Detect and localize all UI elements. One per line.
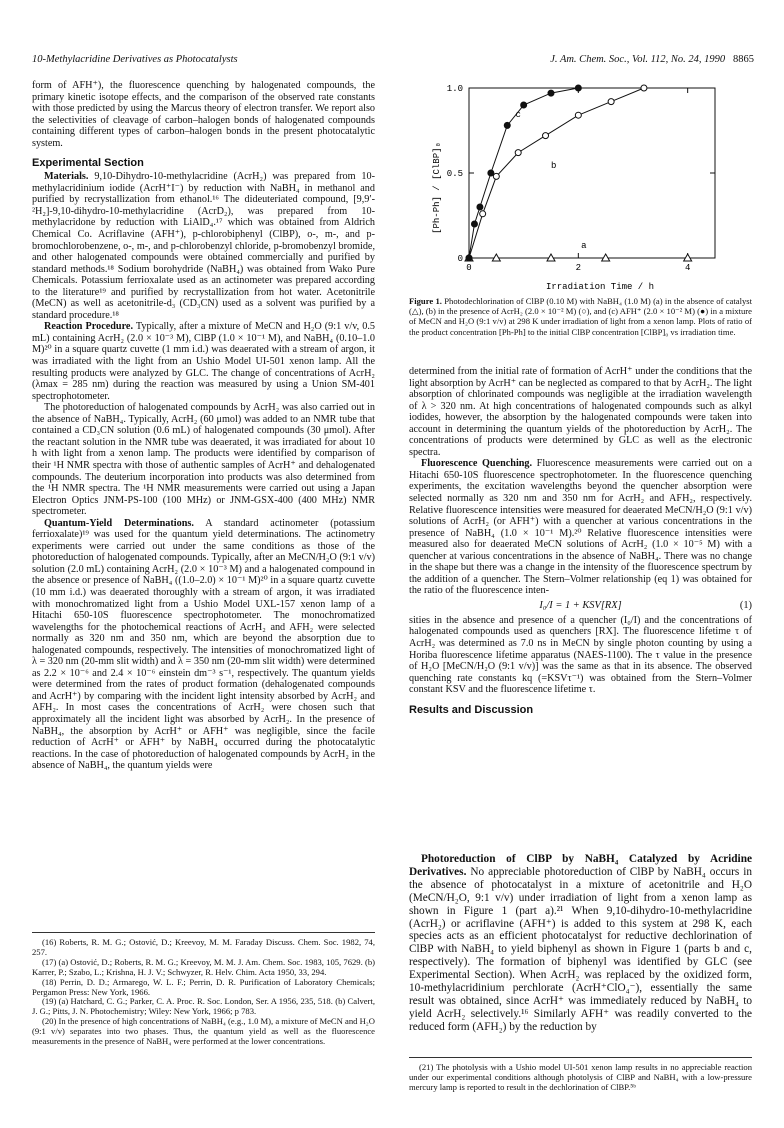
left-column <box>32 80 375 772</box>
data-point-b <box>575 112 581 118</box>
data-point-b <box>515 150 521 156</box>
data-point-b <box>493 173 499 179</box>
data-point-c <box>466 255 472 261</box>
quantum-head: Quantum-Yield Determinations. <box>44 517 194 529</box>
data-point-c <box>575 85 581 91</box>
y-axis-label: [Ph-Ph] / [ClBP]₀ <box>432 142 442 234</box>
reference-18: (18) Perrin, D. D.; Armarego, W. L. F.; Perrin, D. R. Purification of Laboratory Chemicals; Pergamon Press: New York, 1966. <box>32 976 375 997</box>
footnote-text: (21) The photolysis with a Ushio model UI-501 xenon lamp results in no appreciable reaction under our experimental conditions although photolysis of ClBP and NaBH₄ with a low-pressure mercury lamp is reported to result in the dechlorination of ClBP.⁵ᵇ <box>409 1062 752 1092</box>
running-title: 10-Methylacridine Derivatives as Photocatalysts <box>32 54 238 65</box>
results-body <box>409 853 752 1034</box>
fluorescence-head: Fluorescence Quenching. <box>421 458 533 470</box>
intro-paragraph: form of AFH⁺), the fluorescence quenching by halogenated compounds, the primary kinetic isotope effects, and the comparison of the observed rate constants with those predicted by using the Marcus theory of electron transfer. We report also the selectivities of cleavage of carbon–halogen bonds of halogenated compounds containing different types of carbon–halogen bonds in the present photocatalytic system. <box>32 80 375 149</box>
figure-caption <box>409 296 752 337</box>
materials-text: 9,10-Dihydro-10-methylacridine (AcrH₂) was prepared from 10-methylacridinium iodide (AcrH⁺I⁻) by reduction with NaBH₄ in methanol and purified by recrystallization from ethanol.¹⁶ The dideuteriated compound, [9,9′-²H₂]-9,10-dihydro-10-methylacridine (AcrD₂), was prepared from 10-methylacridone by reduction with LiAlD₄.¹⁷ which was obtained from Aldrich Chemical Co. Acriflavine (AFH⁺), p-chlorobiphenyl (ClBP), o-, m-, and p-bromochlorobenzene, o-, m-, and p-chlorobenzyl chloride, p-bromobenzyl bromide, and other halogenated compounds were obtained commercially and purified by standard methods.¹⁸ Sodium borohydride (NaBH₄) was obtained from Wako Pure Chemicals. Potassium ferrioxalate used as an actinometer was prepared according to the literature¹⁹ and purified by recrystallization from hot water. Acetonitrile (MeCN) as well as acetonitrile-d₃ (CD₃CN) used as a solvent was purified by a standard procedure.¹⁸ <box>32 171 375 321</box>
quantum-text: A standard actinometer (potassium ferrioxalate)¹⁹ was used for the quantum yield determinations. The actinometry experiments were carried out under the same conditions as those of the photoreduction of halogenated compounds. Typically, after an MeCN/H₂O (9:1 v/v) solution (2.0 mL) containing AcrH₂ (2.0 × 10⁻³ M) and a halogenated compound in the absence or presence of NaBH₄ ((1.0–2.0) × 10⁻¹ M)²⁰ in a square quartz cuvette (10 mm i.d.) was deaerated thoroughly with a stream of argon, it was irradiated with monochromatized light from a Ushio Model UXL-157 xenon lamp of a Hitachi 650-10S fluorescence spectrophotometer. The monochromatized wavelengths for the photochemical reactions of AcrH₂ and AFH₂ were selected normally as 320 nm and 350 nm, which are beyond the absorption due to halogenated compounds, respectively. The intensities of monochromatized light of λ = 320 nm (20-mm slit width) and λ = 350 nm (20-mm slit width) were determined as 2.2 × 10⁻⁶ and 2.4 × 10⁻⁶ einstein dm⁻³ s⁻¹, respectively. The quantum yields were determined from the rates of product formation (dehalogenated compounds and AcrH⁺) by comparing with the incident light intensity absorbed by AcrH₂ and AFH₂. In most cases the concentrations of AcrH₂ were chosen such that approximately all the incident light was absorbed by AcrH₂. In the presence of NaBH₄, the absorption by AcrH⁺ or AFH⁺ was negligible, since the facile reduction of AcrH⁺ or AFH⁺ by NaBH₄ occurred during the photocatalytic reactions. In the case of photoreduction of halogenated compounds by AcrH₂ in the absence of NaBH₄, the quantum yields were <box>32 517 375 772</box>
series-line-b <box>469 88 644 258</box>
curve-label-b: b <box>551 160 557 171</box>
curve-label-c: c <box>515 109 521 120</box>
materials-paragraph <box>32 171 375 321</box>
volume-issue: Vol. 112, No. 24, 1990 <box>631 54 726 65</box>
data-point-b <box>641 85 647 91</box>
data-point-c <box>521 102 527 108</box>
reference-16: (16) Roberts, R. M. G.; Ostović, D.; Kreevoy, M. M. Faraday Discuss. Chem. Soc. 1982, 74, 257. <box>32 937 375 957</box>
reaction-paragraph-2: The photoreduction of halogenated compounds by AcrH₂ was also carried out in the absence of NaBH₄. Typically, AcrH₂ (60 μmol) was added to an NMR tube that contained a CD₃CN solution (0.6 mL) of halogenated compounds (30 μmol). After the reactant solution in the NMR tube was deaerated, it was irradiated for about 10 h with light from a xenon lamp. The products were identified by comparison of their ¹H NMR spectra with those of authentic samples of AcrH⁺ and dehalogenated compounds. The deuterium incorporation into products was also determined from the ¹H NMR spectra. The ¹H NMR measurements were carried out using a Japan Electron Optics JNM-PS-100 (100 MHz) or JNM-GSX-400 (400 MHz) NMR spectrometer. <box>32 402 375 518</box>
right-column <box>409 366 752 718</box>
photoreduction-paragraph <box>409 853 752 1034</box>
journal-header <box>550 54 754 65</box>
data-point-b <box>608 99 614 105</box>
reference-17: (17) (a) Ostović, D.; Roberts, R. M. G.; Kreevoy, M. M. J. Am. Chem. Soc. 1983, 105, 7629. (b) Karrer, P.; Szabo, L.; Krishna, H. J. V.; Schwyzer, R. Helv. Chim. Acta 1950, 33, 294. <box>32 956 375 977</box>
y-tick-label: 0 <box>457 254 463 264</box>
caption-text: Photodechlorination of ClBP (0.10 M) with NaBH₄ (1.0 M) (a) in the absence of catalyst (△), (b) in the presence of AcrH₂ (2.0 × 10⁻² M) (○), and (c) AFH⁺ (2.0 × 10⁻² M) (●) in a mixture of MeCN and H₂O (9:1 v/v) at 298 K under irradiation of light from a xenon lamp. Plots of ratio of the product concentration [Ph-Ph] to the initial ClBP concentration [ClBP]₀ vs irradiation time. <box>409 296 752 337</box>
data-point-c <box>488 170 494 176</box>
fluorescence-paragraph <box>409 458 752 597</box>
materials-head: Materials. <box>44 171 89 183</box>
right-paragraph-1: determined from the initial rate of formation of AcrH⁺ under the conditions that the light absorption by AcrH⁺ can be neglected as compared to that by AcrH₂. The light absorption of chlorinated compounds was negligible at the irradiation wavelength of λ > 320 nm. At high concentrations of halogenated compounds such as alkyl iodides, however, the absorption by the halogenated compounds were taken into account in determining the quantum yields of the photoreduction by AcrH₂. The concentrations of products were determined by GLC as well as the electronic spectra. <box>409 366 752 458</box>
section-title-experimental: Experimental Section <box>32 157 144 170</box>
right-paragraph-2: sities in the absence and presence of a quencher (I₀/I) and the concentrations of halogenated compounds used as quenchers [RX]. The fluorescence lifetime τ of AcrH₂ was determined as 7.0 ns in MeCN by single photon counting by using a Horiba fluorescence lifetime apparatus (NAES-1100). The τ value in the presence of H₂O [MeCN/H₂O (9:1 v/v)] was the same as that in its absence. The observed quenching rate constants kq (=KSVτ⁻¹) was obtained from the Stern–Volmer constant KSV and the fluorescence lifetime τ. <box>409 614 752 696</box>
quantum-paragraph <box>32 518 375 772</box>
equation-text: I₀/I = 1 + KSV[RX] <box>539 599 622 611</box>
data-point-b <box>543 133 549 139</box>
caption-paragraph <box>409 296 752 337</box>
caption-label: Figure 1. <box>409 296 442 306</box>
y-tick-label: 1.0 <box>446 84 463 94</box>
reference-20: (20) In the presence of high concentrations of NaBH₄ (e.g., 1.0 M), a mixture of MeCN and H₂O (9:1 v/v) separates into two phases. Thus, the quantum yield as well as the fluorescence measurements in the presence of NaBH₄ were performed at the lower concentrations. <box>32 1016 375 1047</box>
data-point-c <box>504 122 510 128</box>
data-point-c <box>477 204 483 210</box>
section-title-results: Results and Discussion <box>409 703 534 716</box>
reaction-text: Typically, after a mixture of MeCN and H₂O (9:1 v/v, 0.5 mL) containing AcrH₂ (2.0 × 10⁻³ M), ClBP (1.0 × 10⁻¹ M), and NaBH₄ (0.10–1.0 M)²⁰ in a square quartz cuvette (1 mm i.d.) was deaerated with a stream of argon, it was irradiated with the light from an Ushio Model UI-501 xenon lamp. All the resulting products were analyzed by GLC. The change of concentrations of AcrH₂ (λmax = 285 nm) during the reaction was measured by using a Union SM-401 spectrophotometer. <box>32 321 375 402</box>
curve-label-a: a <box>581 240 587 251</box>
fluorescence-text: Fluorescence measurements were carried out on a Hitachi 650-10S fluorescence spectrophotometer. In the fluorescence quenching experiments, the excitation wavelengths beyond the quencher absorption were selected normally as 320 nm and 350 nm for AcrH₂ and AFH₂, respectively. Relative fluorescence intensities were measured for deaerated MeCN/H₂O (9:1 v/v) solutions of AcrH₂ (or AFH⁺) with a quencher at various concentrations in the presence of NaBH₄ (1.0 × 10⁻¹ M).²⁰ Relative fluorescence intensities were measured also for deaerated MeCN solutions of AcrH₂ (1.0 × 10⁻⁵ M) with a quencher at various concentrations in the absence of NaBH₄. There was no change in the shape but there was a change in the intensity of the fluorescence spectrum by the addition of a quencher. The Stern–Volmer relationship (eq 1) was obtained for the ratio of the fluorescence inten- <box>409 458 752 597</box>
data-point-c <box>471 221 477 227</box>
footnote-21 <box>409 1057 752 1093</box>
reaction-head: Reaction Procedure. <box>44 321 133 333</box>
x-tick-label: 2 <box>575 263 582 273</box>
data-point-b <box>480 211 486 217</box>
reference-19: (19) (a) Hatchard, C. G.; Parker, C. A. Proc. R. Soc. London, Ser. A 1956, 235, 518. (b) Calvert, J. G.; Pitts, J. N. Photochemistry; Wiley: New York, 1966; p 783. <box>32 996 375 1017</box>
plot-frame <box>469 88 715 258</box>
x-tick-label: 0 <box>466 263 472 273</box>
photoreduction-head: Photoreduction of ClBP by NaBH₄ Catalyzed by Acridine Derivatives. <box>409 853 752 878</box>
page-number: 8865 <box>733 54 754 65</box>
data-point-c <box>548 90 554 96</box>
x-axis-label: Irradiation Time / h <box>545 282 655 292</box>
equation-1 <box>409 597 752 615</box>
x-tick-label: 4 <box>684 263 691 273</box>
photoreduction-text: No appreciable photoreduction of ClBP by NaBH₄ occurs in the absence of photocatalyst in a mixture of acetonitrile and H₂O (MeCN/H₂O, 9:1 v/v) under irradiation of light from a xenon lamp as shown in Figure 1 (part a).²¹ When 9,10-dihydro-10-methylacridine (AcrH₂) or acriflavine (AFH⁺) is added to this system at 298 K, each species acts as an efficient photocatalyst for reductive dechlorination of ClBP with NaBH₄ to yield biphenyl as shown in Figure 1 (parts b and c, respectively). The formation of biphenyl was identified by GLC (see Experimental Section). When AcrH₂ was replaced by the oxidized form, 10-methylacridinium perchlorate (AcrH⁺ClO₄⁻), essentially the same result was obtained, since AcrH⁺ was immediately reduced by NaBH₄ to yield AcrH₂ selectively.¹⁶ Similarly AFH⁺ was readily converted to the reduced form (AFH₂) by the reduction by <box>409 865 753 1033</box>
equation-number: (1) <box>739 599 752 611</box>
y-tick-label: 0.5 <box>446 169 463 179</box>
plot-area <box>447 84 715 273</box>
reaction-paragraph <box>32 321 375 402</box>
figure-1-chart <box>425 78 755 298</box>
journal-name: J. Am. Chem. Soc., <box>550 54 630 65</box>
references <box>32 932 375 1047</box>
series-line-c <box>469 88 578 258</box>
